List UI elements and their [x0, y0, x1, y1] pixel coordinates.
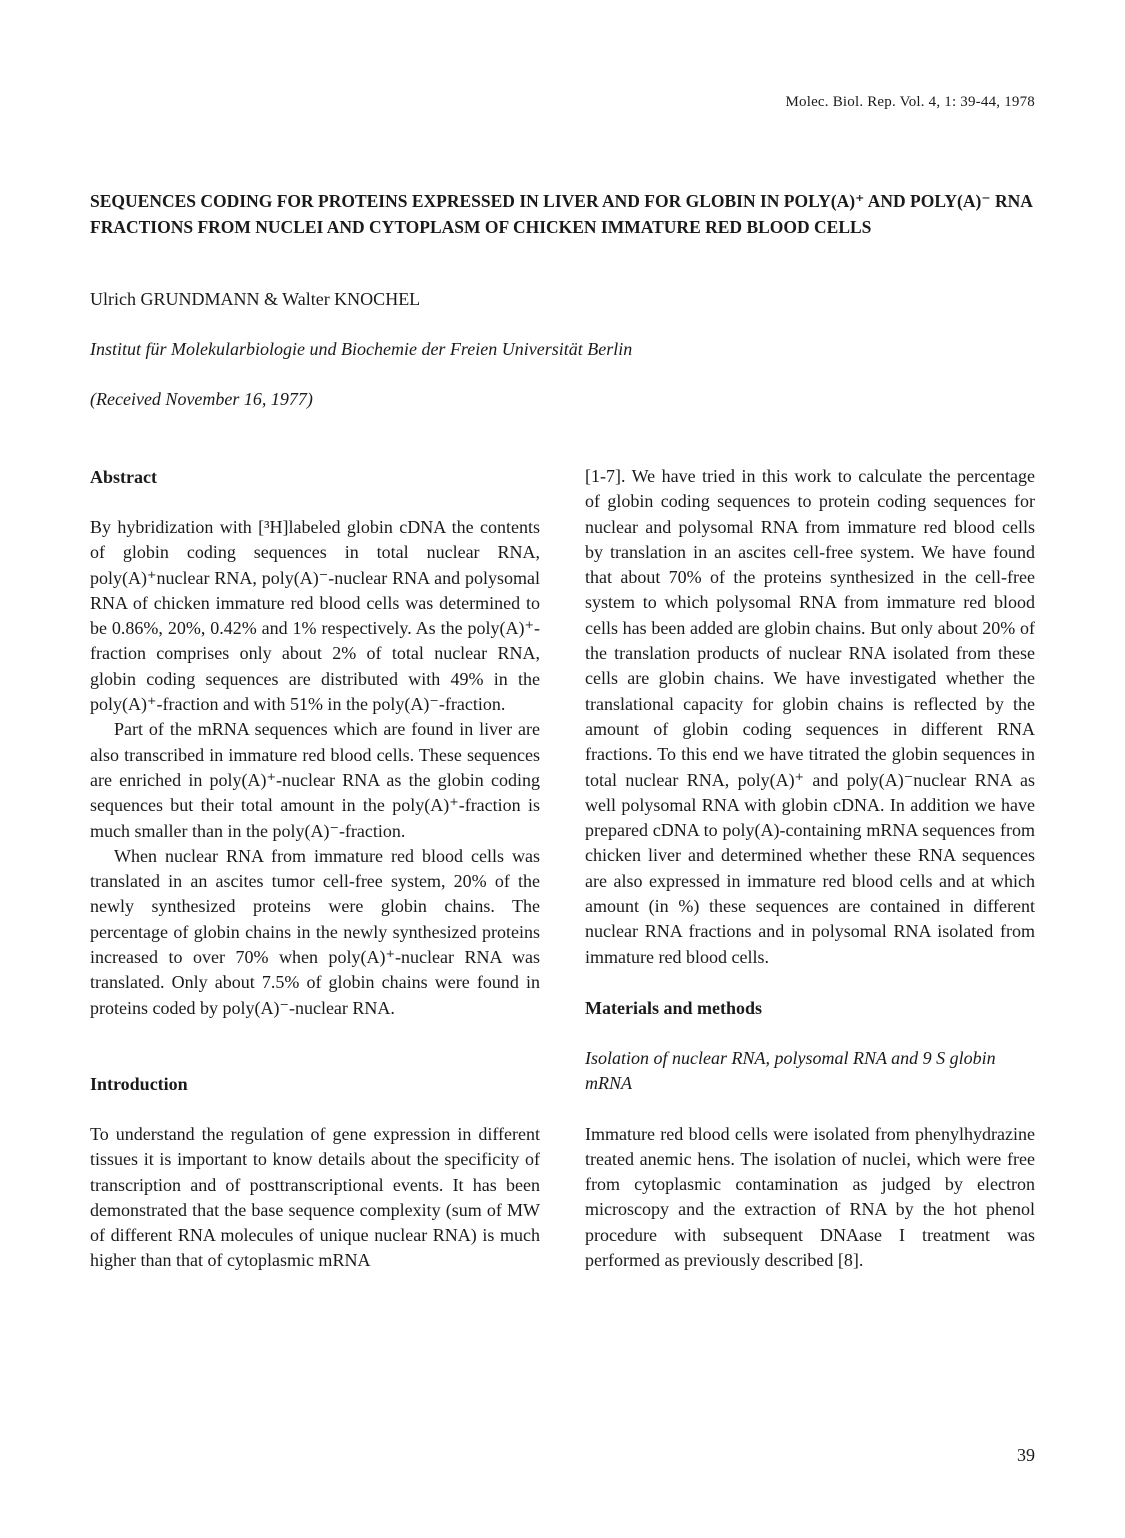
- methods-heading: Materials and methods: [585, 997, 762, 1018]
- received-date: (Received November 16, 1977): [90, 389, 313, 409]
- abstract-paragraph-3: When nuclear RNA from immature red blood cells was translated in an ascites tumor cell-free system, 20% of the newly synthesized proteins were globin chains. The percentage of globin chains in the newly synthesized proteins increased to over 70% when poly(A)⁺-nuclear RNA was translated. Only about 7.5% of globin chains were found in proteins coded by poly(A)⁻-nuclear RNA.: [90, 845, 540, 1018]
- methods-paragraph: Immature red blood cells were isolated from phenylhydrazine treated anemic hens. The isolation of nuclei, which were free from cytoplasmic contamination as judged by electron microscopy and the extraction of RNA by the hot phenol procedure with subsequent DNAase I treatment was performed as previously described [8].: [585, 1123, 1035, 1271]
- left-column: [90, 464, 540, 1274]
- methods-subheading: Isolation of nuclear RNA, polysomal RNA and 9 S globin mRNA: [585, 1047, 996, 1094]
- article-title: SEQUENCES CODING FOR PROTEINS EXPRESSED IN LIVER AND FOR GLOBIN IN POLY(A)⁺ AND POLY(A)⁻ RNA FRACTIONS FROM NUCLEI AND CYTOPLASM OF CHICKEN IMMATURE RED BLOOD CELLS: [90, 191, 1032, 237]
- journal-reference: Molec. Biol. Rep. Vol. 4, 1: 39-44, 1978: [785, 94, 1035, 110]
- introduction-paragraph-left: To understand the regulation of gene expression in different tissues it is important to know details about the specificity of transcription and of posttranscriptional events. It has been demonstrated that the base sequence complexity (sum of MW of different RNA molecules of unique nuclear RNA) is much higher than that of cytoplasmic mRNA: [90, 1123, 540, 1271]
- right-column: [585, 464, 1035, 1273]
- abstract-paragraph-1: By hybridization with [³H]labeled globin cDNA the contents of globin coding sequences in total nuclear RNA, poly(A)⁺nuclear RNA, poly(A)⁻-nuclear RNA and polysomal RNA of chicken immature red blood cells was determined to be 0.86%, 20%, 0.42% and 1% respectively. As the poly(A)⁺-fraction comprises only about 2% of total nuclear RNA, globin coding sequences are distributed with 49% in the poly(A)⁺-fraction and with 51% in the poly(A)⁻-fraction.: [90, 517, 540, 715]
- abstract-paragraph-2: Part of the mRNA sequences which are found in liver are also transcribed in immature red blood cells. These sequences are enriched in poly(A)⁺-nuclear RNA as the globin coding sequences but their total amount in the poly(A)⁺-fraction is much smaller than in the poly(A)⁻-fraction.: [90, 719, 540, 841]
- affiliation: Institut für Molekularbiologie und Biochemie der Freien Universität Berlin: [90, 339, 633, 359]
- page-number: 39: [1017, 1445, 1035, 1465]
- introduction-paragraph-right: [1-7]. We have tried in this work to calculate the percentage of globin coding sequences to protein coding sequences for nuclear and polysomal RNA from immature red blood cells by translation in an ascites cell-free system. We have found that about 70% of the proteins synthesized in the cell-free system to which polysomal RNA from immature red blood cells has been added are globin chains. But only about 20% of the translation products of nuclear RNA isolated from these cells are globin chains. We have investigated whether the translational capacity for globin chains is reflected by the amount of globin coding sequences in different RNA fractions. To this end we have titrated the globin sequences in total nuclear RNA, poly(A)⁺ and poly(A)⁻nuclear RNA as well polysomal RNA with globin cDNA. In addition we have prepared cDNA to poly(A)-containing mRNA sequences from chicken liver and determined whether these RNA sequences are also expressed in immature red blood cells and at which amount (in %) these sequences are contained in different nuclear RNA fractions and in polysomal RNA isolated from immature red blood cells.: [585, 466, 1035, 967]
- authors: Ulrich GRUNDMANN & Walter KNOCHEL: [90, 289, 421, 309]
- introduction-heading: Introduction: [90, 1073, 188, 1094]
- abstract-heading: Abstract: [90, 467, 157, 487]
